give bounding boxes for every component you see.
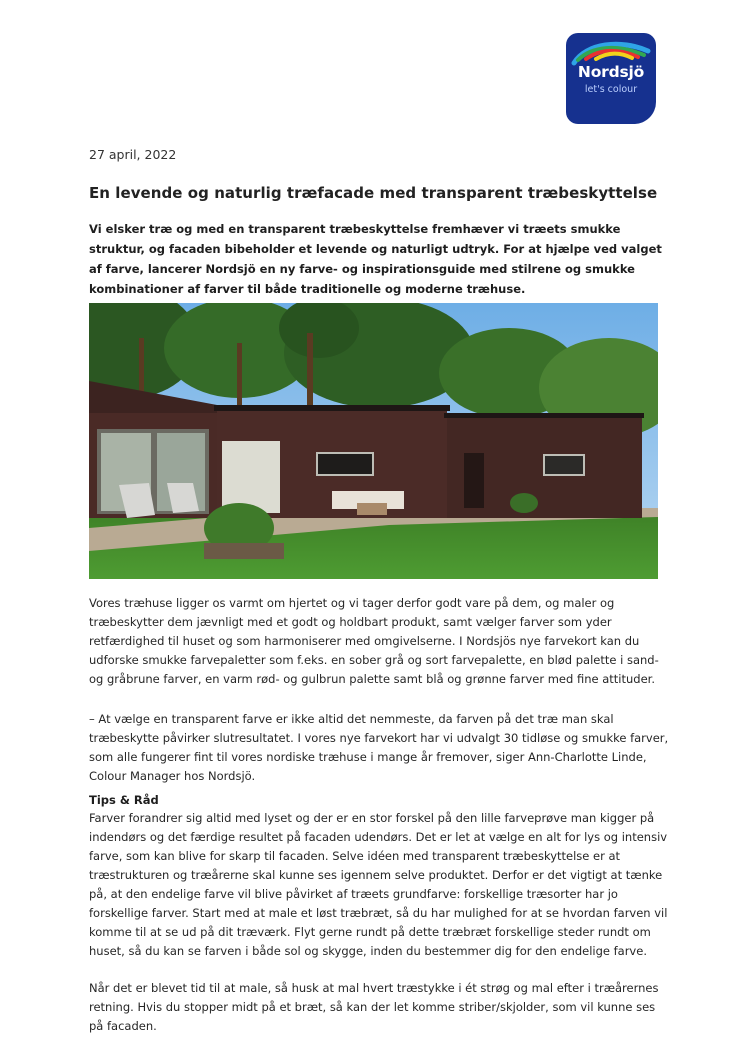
house-photo bbox=[89, 303, 658, 579]
logo-brand-text: Nordsjö bbox=[577, 63, 645, 81]
body-paragraph-2: – At vælge en transparent farve er ikke altid det nemmeste, da farven på det træ man skal træbeskytte påvirker slutresultatet. I vores nye farvekort har vi udvalgt 30 tidløse og smukke farver, som alle fungerer fint til vores nordiske træhuse i mange år fremover, siger Ann-Charlotte Linde, Colour Manager hos Nordsjö. bbox=[89, 712, 669, 783]
body-paragraph-1: Vores træhuse ligger os varmt om hjertet og vi tager derfor godt vare på dem, og maler og træbeskytter dem jævnligt med et godt og holdbart produkt, samt vælger farver som yder retfærdighed til huset og som harmoniserer med omgivelserne. I Nordsjös nye farvekort kan du udforske smukke farvepaletter som f.eks. en sober grå og sort farvepalette, en blød palette i sand- og gråbrune farver, en varm rød- og gulbrun palette samt blå og grønne farver med fine attituder. bbox=[89, 596, 659, 686]
nordsjo-logo bbox=[566, 33, 656, 124]
publish-date: 27 april, 2022 bbox=[89, 147, 177, 162]
press-release-title: En levende og naturlig træfacade med transparent træbeskyttelse bbox=[89, 184, 658, 202]
body-paragraph-3: Farver forandrer sig altid med lyset og der er en stor forskel på den lille farveprøve man kigger på indendørs og det færdige resultet på facaden udendørs. Det er let at vælge en alt for lys og intensiv farve, som kan blive for skarp til facaden. Selve idéen med transparent træbeskyttelse er at træstrukturen og træårerne skal kunne ses igennem selve produktet. Derfor er det vigtigt at tænke på, at den endelige farve vil blive påvirket af træets grundfarve: forskellige træsorter har jo forskellige farver. Start med at male et løst træbræt, så du har mulighed for at se hvordan farven vil komme til at se ud på dit træværk. Flyt gerne rundt på dette træbræt forskellige steder rundt om huset, så du kan se farven i både sol og skygge, inden du bestemmer dig for den endelige farve. bbox=[89, 811, 668, 958]
logo-tagline: let's colour bbox=[584, 84, 638, 95]
tips-heading: Tips & Råd bbox=[89, 793, 159, 807]
body-paragraph-4: Når det er blevet tid til at male, så husk at mal hvert træstykke i ét strøg og mal efter i træårernes retning. Hvis du stopper midt på et bræt, så kan der let komme striber/skjolder, som vil kunne ses på facaden. bbox=[89, 981, 659, 1033]
lead-paragraph: Vi elsker træ og med en transparent træbeskyttelse fremhæver vi træets smukke struktur, og facaden bibeholder et levende og naturligt udtryk. For at hjælpe ved valget af farve, lancerer Nordsjö en ny farve- og inspirationsguide med stilrene og smukke kombinationer af farver til både traditionelle og moderne træhuse. bbox=[89, 222, 662, 296]
